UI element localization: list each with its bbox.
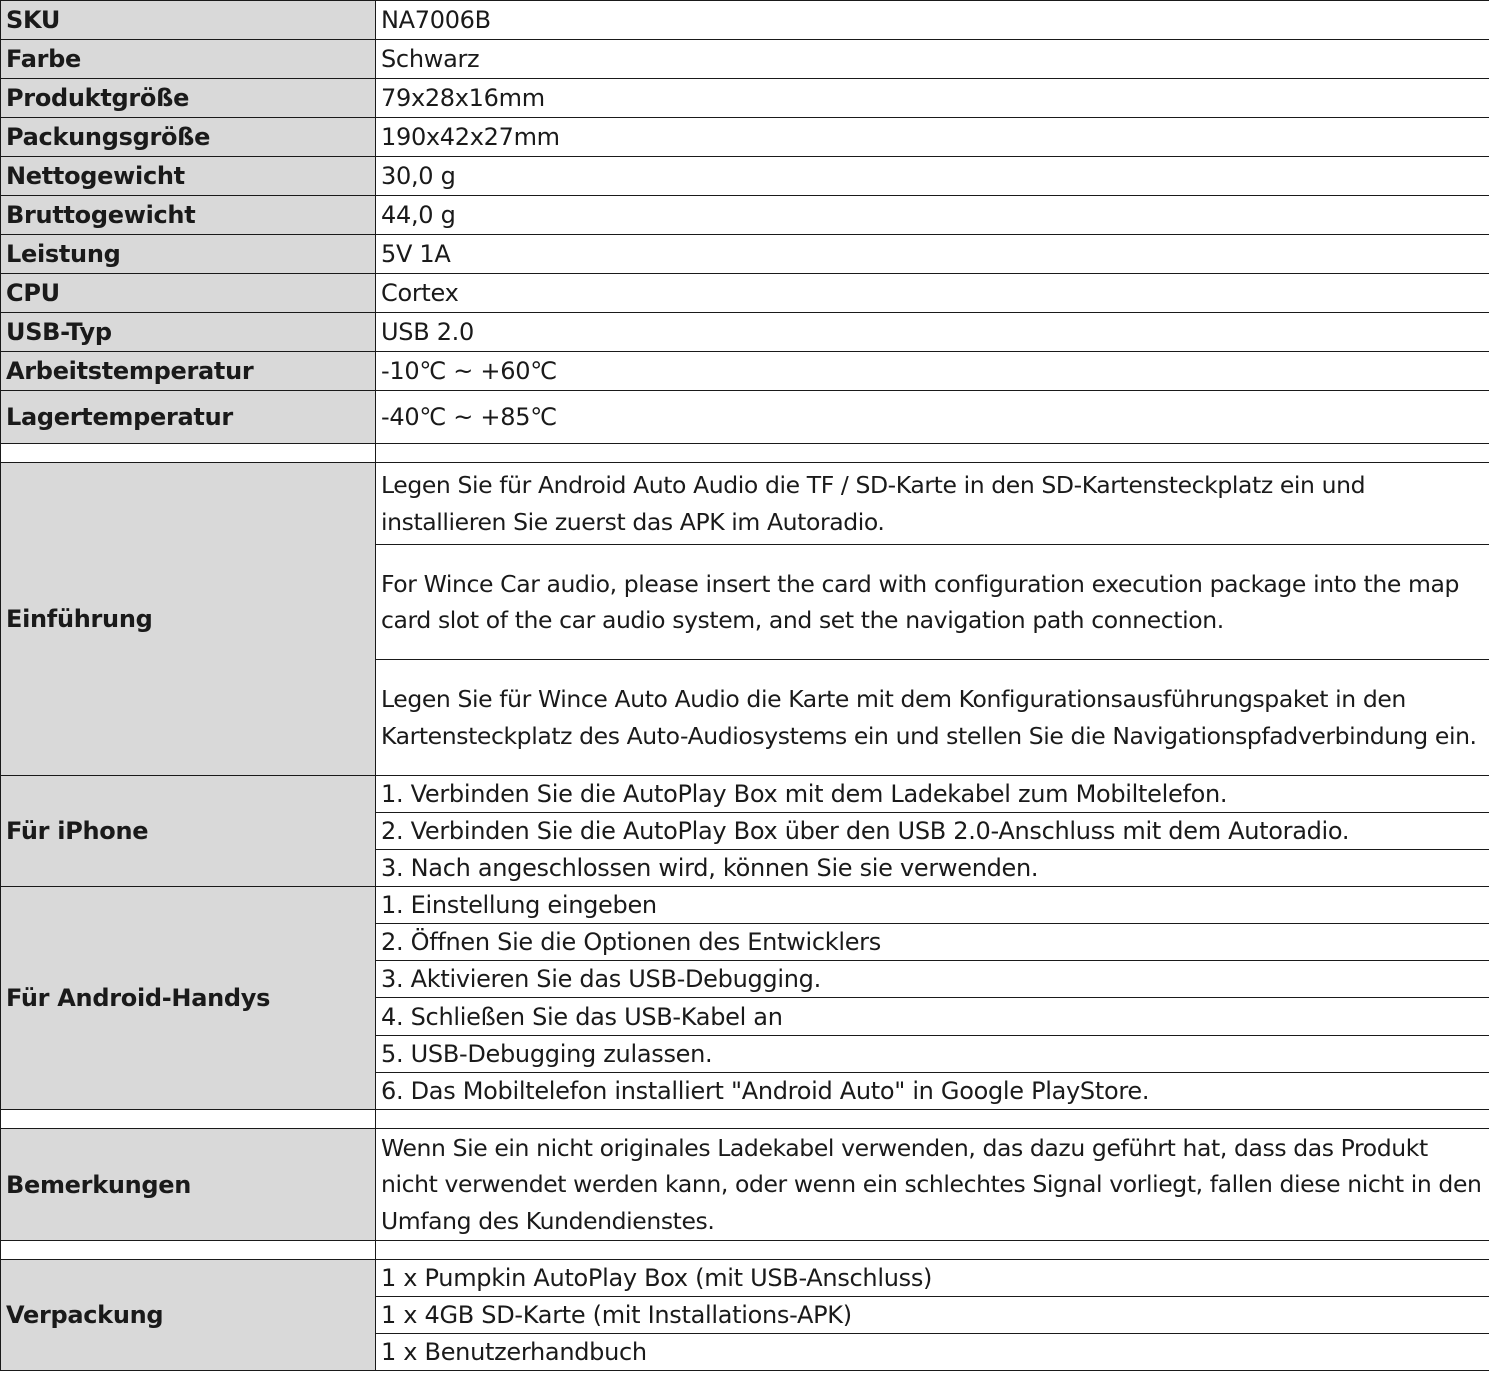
spec-row-arbeitstemperatur [1,352,1489,391]
spacer-cell [376,1110,1489,1129]
iphone-step: 1. Verbinden Sie die AutoPlay Box mit dem Ladekabel zum Mobiltelefon. [376,776,1489,813]
einfuehrung-item: Legen Sie für Android Auto Audio die TF / SD-Karte in den SD-Kartensteckplatz ein und installieren Sie zuerst das APK im Autoradio. [376,463,1489,545]
verpackung-item: 1 x Pumpkin AutoPlay Box (mit USB-Anschluss) [376,1260,1489,1297]
iphone-row [1,776,1489,813]
iphone-step: 3. Nach angeschlossen wird, können Sie sie verwenden. [376,850,1489,887]
spec-label: USB-Typ [1,313,376,352]
verpackung-row [1,1260,1489,1297]
spec-row-leistung [1,235,1489,274]
spacer-row [1,1241,1489,1260]
android-step: 1. Einstellung eingeben [376,887,1489,924]
spec-value: 5V 1A [376,235,1489,274]
spec-label: Farbe [1,40,376,79]
spacer-row [1,1110,1489,1129]
spec-value: 79x28x16mm [376,79,1489,118]
spec-row-produktgroesse [1,79,1489,118]
spec-row-farbe [1,40,1489,79]
spec-value: 190x42x27mm [376,118,1489,157]
spec-label: Bruttogewicht [1,196,376,235]
spec-label: Lagertemperatur [1,391,376,444]
einfuehrung-item: For Wince Car audio, please insert the card with configuration execution package into the map card slot of the car audio system, and set the navigation path connection. [376,545,1489,660]
spec-label: Produktgröße [1,79,376,118]
spec-value: USB 2.0 [376,313,1489,352]
android-label: Für Android-Handys [1,887,376,1110]
einfuehrung-item: Legen Sie für Wince Auto Audio die Karte mit dem Konfigurationsausführungspaket in den Kartensteckplatz des Auto-Audiosystems ein und stellen Sie die Navigationspfadverbindung ein. [376,660,1489,776]
spec-value: -10℃ ~ +60℃ [376,352,1489,391]
einfuehrung-label: Einführung [1,463,376,776]
bemerkungen-text: Wenn Sie ein nicht originales Ladekabel verwenden, das dazu geführt hat, dass das Produkt nicht verwendet werden kann, oder wenn ein schlechtes Signal vorliegt, fallen diese nicht in den Umfang des Kundendienstes. [376,1129,1489,1241]
einfuehrung-row [1,463,1489,545]
spec-value: -40℃ ~ +85℃ [376,391,1489,444]
spec-value: 44,0 g [376,196,1489,235]
android-row [1,887,1489,924]
verpackung-label: Verpackung [1,1260,376,1371]
spacer-cell [1,1241,376,1260]
spec-row-sku [1,1,1489,40]
spec-row-nettogewicht [1,157,1489,196]
spec-value: Schwarz [376,40,1489,79]
spacer-cell [1,444,376,463]
android-step: 3. Aktivieren Sie das USB-Debugging. [376,961,1489,998]
iphone-step: 2. Verbinden Sie die AutoPlay Box über den USB 2.0-Anschluss mit dem Autoradio. [376,813,1489,850]
bemerkungen-label: Bemerkungen [1,1129,376,1241]
spec-label: CPU [1,274,376,313]
android-step: 6. Das Mobiltelefon installiert "Android Auto" in Google PlayStore. [376,1073,1489,1110]
spec-row-packungsgroesse [1,118,1489,157]
verpackung-item: 1 x Benutzerhandbuch [376,1334,1489,1371]
spec-row-cpu [1,274,1489,313]
spec-row-usb-typ [1,313,1489,352]
android-step: 4. Schließen Sie das USB-Kabel an [376,998,1489,1036]
iphone-label: Für iPhone [1,776,376,887]
spec-value: Cortex [376,274,1489,313]
android-step: 2. Öffnen Sie die Optionen des Entwicklers [376,924,1489,961]
spec-label: Arbeitstemperatur [1,352,376,391]
spec-row-bruttogewicht [1,196,1489,235]
bemerkungen-row [1,1129,1489,1241]
spec-value: 30,0 g [376,157,1489,196]
spec-label: Nettogewicht [1,157,376,196]
android-step: 5. USB-Debugging zulassen. [376,1036,1489,1073]
spacer-cell [376,444,1489,463]
spec-value: NA7006B [376,1,1489,40]
spec-label: Leistung [1,235,376,274]
spacer-cell [1,1110,376,1129]
spec-label: Packungsgröße [1,118,376,157]
spec-label: SKU [1,1,376,40]
spec-row-lagertemperatur [1,391,1489,444]
spacer-cell [376,1241,1489,1260]
spacer-row [1,444,1489,463]
verpackung-item: 1 x 4GB SD-Karte (mit Installations-APK) [376,1297,1489,1334]
